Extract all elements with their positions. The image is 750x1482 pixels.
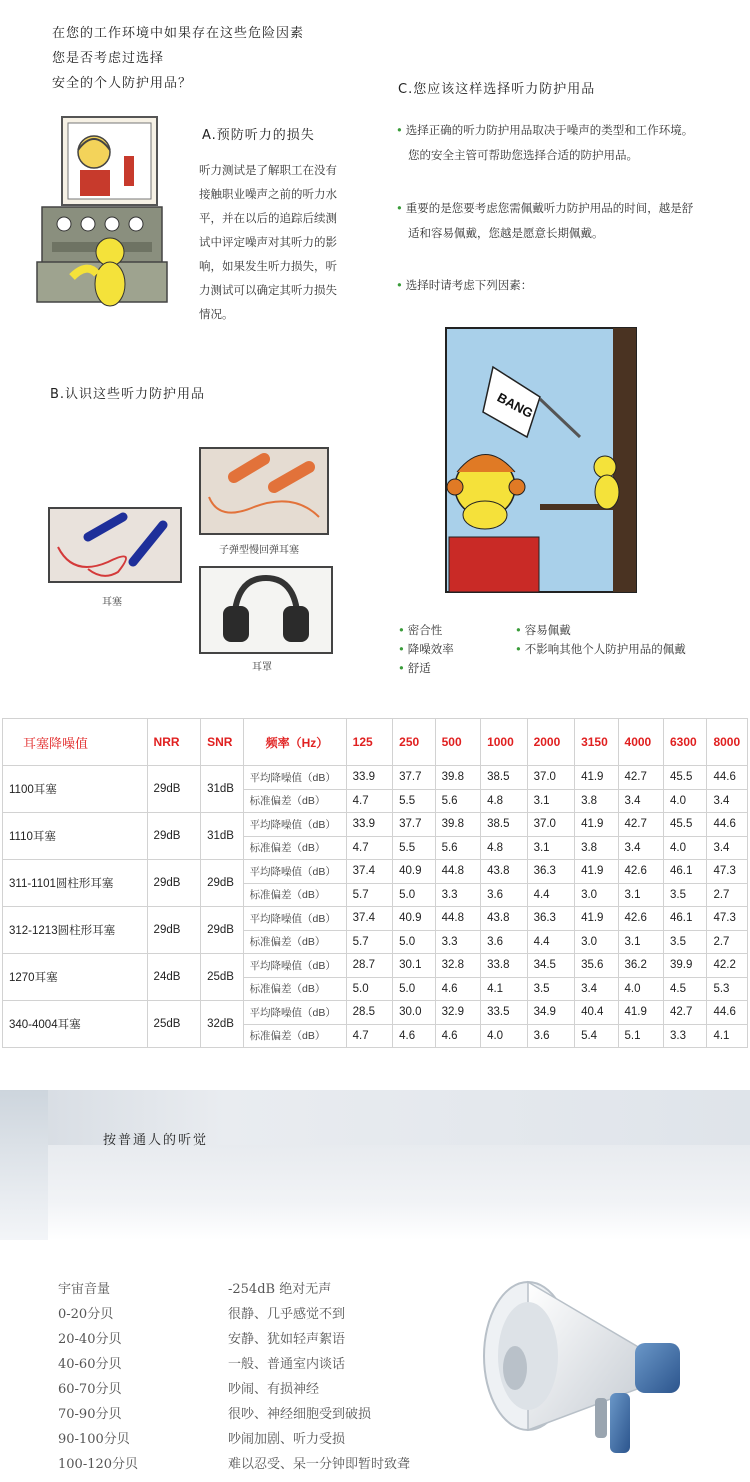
value-cell: 4.0 — [618, 977, 663, 1001]
value-cell: 5.3 — [707, 977, 748, 1001]
value-cell: 33.9 — [346, 766, 392, 790]
table-row — [3, 766, 748, 790]
value-cell: 44.6 — [707, 1001, 748, 1025]
factor-item — [515, 622, 571, 638]
header-cell: 8000 — [707, 719, 748, 766]
nrr-value: 24dB — [147, 954, 201, 1001]
intro-line: 安全的个人防护用品？ — [52, 76, 193, 91]
level-range: 60-70分贝 — [58, 1382, 122, 1397]
header-cell: 500 — [435, 719, 480, 766]
value-cell: 40.9 — [393, 860, 435, 884]
row-label: 平均降噪值（dB） — [243, 907, 346, 931]
value-cell: 5.7 — [346, 883, 392, 907]
level-desc: 吵闹、有损神经 — [228, 1382, 320, 1397]
value-cell: 5.4 — [575, 1024, 618, 1048]
value-cell: 3.1 — [527, 789, 575, 813]
value-cell: 5.0 — [393, 883, 435, 907]
level-desc: 很静、几乎感觉不到 — [228, 1307, 346, 1322]
bullet-dot-icon: • — [396, 278, 403, 292]
value-cell: 42.7 — [664, 1001, 707, 1025]
value-cell: 41.9 — [575, 766, 618, 790]
value-cell: 46.1 — [664, 907, 707, 931]
row-label: 标准偏差（dB） — [243, 836, 346, 860]
bullet-text: 重要的是您要考虑您需佩戴听力防护用品的时间，越是舒 — [405, 201, 694, 215]
snr-value: 29dB — [201, 860, 243, 907]
cartoon-illustration — [445, 327, 637, 593]
header-cell: 6300 — [664, 719, 707, 766]
nrr-value: 29dB — [147, 860, 201, 907]
value-cell: 39.9 — [664, 954, 707, 978]
value-cell: 3.6 — [527, 1024, 575, 1048]
value-cell: 4.4 — [527, 930, 575, 954]
bullet-item — [396, 273, 736, 298]
value-cell: 41.9 — [575, 907, 618, 931]
factor-item — [398, 622, 442, 638]
product-name: 312-1213圆柱形耳塞 — [3, 907, 148, 954]
nrr-value: 29dB — [147, 907, 201, 954]
product-name: 1270耳塞 — [3, 954, 148, 1001]
bullet-item — [396, 196, 736, 246]
value-cell: 3.4 — [707, 789, 748, 813]
value-cell: 4.0 — [481, 1024, 527, 1048]
paragraph-line: 响，如果发生听力损失，听 — [199, 259, 337, 273]
bullet-dot-icon: • — [396, 123, 403, 137]
value-cell: 36.3 — [527, 907, 575, 931]
section-band — [0, 1145, 750, 1240]
nrr-value: 25dB — [147, 1001, 201, 1048]
row-label: 平均降噪值（dB） — [243, 813, 346, 837]
factor-text: 降噪效率 — [407, 642, 454, 656]
value-cell: 42.7 — [618, 813, 663, 837]
row-label: 标准偏差（dB） — [243, 930, 346, 954]
value-cell: 38.5 — [481, 766, 527, 790]
row-label: 平均降噪值（dB） — [243, 1001, 346, 1025]
row-label: 平均降噪值（dB） — [243, 860, 346, 884]
bullet-text: 选择时请考虑下列因素： — [405, 278, 533, 292]
value-cell: 41.9 — [618, 1001, 663, 1025]
value-cell: 3.5 — [527, 977, 575, 1001]
snr-value: 32dB — [201, 1001, 243, 1048]
value-cell: 3.3 — [435, 883, 480, 907]
value-cell: 3.4 — [707, 836, 748, 860]
bullet-dot-icon: • — [398, 661, 405, 675]
table-row — [3, 860, 748, 884]
earplug-image — [48, 507, 182, 583]
bullet-item — [396, 118, 736, 168]
value-cell: 41.9 — [575, 860, 618, 884]
snr-value: 31dB — [201, 766, 243, 813]
bullet-dot-icon: • — [398, 642, 405, 656]
value-cell: 3.6 — [481, 883, 527, 907]
value-cell: 37.0 — [527, 766, 575, 790]
bullet-dot-icon: • — [396, 201, 403, 215]
table-row — [3, 813, 748, 837]
paragraph-line: 情况。 — [199, 307, 234, 321]
megaphone-icon — [470, 1278, 700, 1478]
value-cell: 4.1 — [707, 1024, 748, 1048]
paragraph-line: 平，并在以后的追踪后续测 — [199, 211, 337, 225]
table-header-row — [3, 719, 748, 766]
value-cell: 4.8 — [481, 789, 527, 813]
table-title: 耳塞降噪值 — [3, 719, 148, 766]
table-row — [3, 954, 748, 978]
row-label: 平均降噪值（dB） — [243, 766, 346, 790]
value-cell: 35.6 — [575, 954, 618, 978]
value-cell: 4.0 — [664, 836, 707, 860]
header-cell: 1000 — [481, 719, 527, 766]
intro-line: 您是否考虑过选择 — [52, 51, 165, 66]
value-cell: 42.2 — [707, 954, 748, 978]
bullet-dot-icon: • — [515, 623, 522, 637]
snr-value: 25dB — [201, 954, 243, 1001]
header-cell: 125 — [346, 719, 392, 766]
value-cell: 30.0 — [393, 1001, 435, 1025]
value-cell: 4.6 — [435, 977, 480, 1001]
intro-line: 在您的工作环境中如果存在这些危险因素 — [52, 26, 305, 41]
value-cell: 5.0 — [393, 930, 435, 954]
paragraph-line: 试中评定噪声对其听力的影 — [199, 235, 337, 249]
value-cell: 40.9 — [393, 907, 435, 931]
bullet-text: 您的安全主管可帮助您选择合适的防护用品。 — [408, 148, 638, 162]
earmuff-image — [199, 566, 333, 654]
value-cell: 36.3 — [527, 860, 575, 884]
header-cell: NRR — [147, 719, 201, 766]
value-cell: 30.1 — [393, 954, 435, 978]
value-cell: 3.0 — [575, 930, 618, 954]
value-cell: 5.0 — [393, 977, 435, 1001]
snr-value: 29dB — [201, 907, 243, 954]
table-row — [3, 1001, 748, 1025]
value-cell: 3.4 — [575, 977, 618, 1001]
bullet-dot-icon: • — [515, 642, 522, 656]
value-cell: 39.8 — [435, 813, 480, 837]
value-cell: 3.0 — [575, 883, 618, 907]
header-cell: 4000 — [618, 719, 663, 766]
value-cell: 4.5 — [664, 977, 707, 1001]
nrr-value: 29dB — [147, 766, 201, 813]
bullet-dot-icon: • — [398, 623, 405, 637]
value-cell: 3.6 — [481, 930, 527, 954]
row-label: 标准偏差（dB） — [243, 883, 346, 907]
value-cell: 38.5 — [481, 813, 527, 837]
section-band-accent — [0, 1090, 48, 1240]
header-cell: 3150 — [575, 719, 618, 766]
value-cell: 3.5 — [664, 930, 707, 954]
earplug-label: 耳塞 — [102, 597, 122, 608]
level-desc: 吵闹加剧、听力受损 — [228, 1432, 346, 1447]
paragraph-line: 听力测试是了解职工在没有 — [199, 163, 337, 177]
header-cell: 2000 — [527, 719, 575, 766]
bang-flag-text: BANG — [494, 389, 536, 421]
snr-value: 31dB — [201, 813, 243, 860]
noise-reduction-table — [2, 718, 748, 1048]
value-cell: 44.6 — [707, 813, 748, 837]
value-cell: 33.9 — [346, 813, 392, 837]
factor-text: 不影响其他个人防护用品的佩戴 — [524, 642, 686, 656]
factor-item — [515, 641, 686, 657]
product-name: 311-1101圆柱形耳塞 — [3, 860, 148, 907]
level-range: 90-100分贝 — [58, 1432, 130, 1447]
hearing-heading: 按普通人的听觉 — [103, 1133, 209, 1148]
factor-item — [398, 660, 431, 676]
value-cell: 4.4 — [527, 883, 575, 907]
level-desc: 安静、犹如轻声絮语 — [228, 1332, 346, 1347]
foam-plug-image — [199, 447, 329, 535]
value-cell: 3.4 — [618, 836, 663, 860]
value-cell: 5.6 — [435, 789, 480, 813]
product-name: 1100耳塞 — [3, 766, 148, 813]
value-cell: 32.9 — [435, 1001, 480, 1025]
value-cell: 3.4 — [618, 789, 663, 813]
value-cell: 33.5 — [481, 1001, 527, 1025]
bullet-text: 适和容易佩戴，您越是愿意长期佩戴。 — [408, 226, 604, 240]
value-cell: 5.0 — [346, 977, 392, 1001]
value-cell: 3.1 — [527, 836, 575, 860]
value-cell: 34.5 — [527, 954, 575, 978]
level-desc: 一般、普通室内谈话 — [228, 1357, 346, 1372]
section-a-illustration — [32, 112, 172, 317]
table-body — [3, 766, 748, 1048]
value-cell: 37.0 — [527, 813, 575, 837]
factor-text: 密合性 — [407, 623, 443, 637]
value-cell: 2.7 — [707, 930, 748, 954]
value-cell: 43.8 — [481, 907, 527, 931]
factor-text: 容易佩戴 — [524, 623, 571, 637]
value-cell: 37.4 — [346, 907, 392, 931]
value-cell: 3.1 — [618, 883, 663, 907]
value-cell: 39.8 — [435, 766, 480, 790]
factor-text: 舒适 — [407, 661, 431, 675]
value-cell: 4.8 — [481, 836, 527, 860]
value-cell: 5.6 — [435, 836, 480, 860]
value-cell: 3.1 — [618, 930, 663, 954]
value-cell: 40.4 — [575, 1001, 618, 1025]
value-cell: 45.5 — [664, 813, 707, 837]
level-range: 宇宙音量 — [58, 1282, 111, 1297]
factor-item — [398, 641, 454, 657]
level-range: 40-60分贝 — [58, 1357, 122, 1372]
value-cell: 3.8 — [575, 836, 618, 860]
value-cell: 4.7 — [346, 836, 392, 860]
table-row — [3, 907, 748, 931]
level-range: 0-20分贝 — [58, 1307, 114, 1322]
value-cell: 2.7 — [707, 883, 748, 907]
value-cell: 4.6 — [393, 1024, 435, 1048]
row-label: 平均降噪值（dB） — [243, 954, 346, 978]
earmuff-label: 耳罩 — [252, 662, 272, 673]
value-cell: 45.5 — [664, 766, 707, 790]
level-range: 70-90分贝 — [58, 1407, 122, 1422]
value-cell: 37.7 — [393, 813, 435, 837]
value-cell: 4.1 — [481, 977, 527, 1001]
value-cell: 5.1 — [618, 1024, 663, 1048]
value-cell: 28.7 — [346, 954, 392, 978]
value-cell: 42.6 — [618, 907, 663, 931]
level-range: 20-40分贝 — [58, 1332, 122, 1347]
value-cell: 42.7 — [618, 766, 663, 790]
value-cell: 42.6 — [618, 860, 663, 884]
section-a-heading: A.预防听力的损失 — [202, 128, 315, 143]
value-cell: 5.7 — [346, 930, 392, 954]
level-desc: 难以忍受、呆一分钟即暂时致聋 — [228, 1457, 411, 1472]
value-cell: 46.1 — [664, 860, 707, 884]
paragraph-line: 接触职业噪声之前的听力水 — [199, 187, 337, 201]
product-name: 340-4004耳塞 — [3, 1001, 148, 1048]
value-cell: 34.9 — [527, 1001, 575, 1025]
value-cell: 47.3 — [707, 860, 748, 884]
header-cell: 频率（Hz） — [243, 719, 346, 766]
row-label: 标准偏差（dB） — [243, 789, 346, 813]
value-cell: 4.0 — [664, 789, 707, 813]
row-label: 标准偏差（dB） — [243, 1024, 346, 1048]
section-b-heading: B.认识这些听力防护用品 — [50, 387, 206, 402]
value-cell: 3.8 — [575, 789, 618, 813]
value-cell: 33.8 — [481, 954, 527, 978]
level-range: 100-120分贝 — [58, 1457, 139, 1472]
value-cell: 41.9 — [575, 813, 618, 837]
row-label: 标准偏差（dB） — [243, 977, 346, 1001]
value-cell: 43.8 — [481, 860, 527, 884]
paragraph-line: 力测试可以确定其听力损失 — [199, 283, 337, 297]
header-cell: 250 — [393, 719, 435, 766]
value-cell: 37.7 — [393, 766, 435, 790]
value-cell: 3.5 — [664, 883, 707, 907]
value-cell: 4.6 — [435, 1024, 480, 1048]
bullet-text: 选择正确的听力防护用品取决于噪声的类型和工作环境。 — [405, 123, 694, 137]
value-cell: 44.8 — [435, 907, 480, 931]
value-cell: 28.5 — [346, 1001, 392, 1025]
value-cell: 32.8 — [435, 954, 480, 978]
value-cell: 44.8 — [435, 860, 480, 884]
section-c-heading: C.您应该这样选择听力防护用品 — [398, 82, 596, 97]
value-cell: 4.7 — [346, 1024, 392, 1048]
value-cell: 5.5 — [393, 789, 435, 813]
foam-plug-label: 子弹型慢回弹耳塞 — [219, 545, 299, 556]
level-desc: -254dB 绝对无声 — [228, 1282, 332, 1297]
level-desc: 很吵、神经细胞受到破损 — [228, 1407, 372, 1422]
value-cell: 5.5 — [393, 836, 435, 860]
value-cell: 4.7 — [346, 789, 392, 813]
header-cell: SNR — [201, 719, 243, 766]
value-cell: 3.3 — [664, 1024, 707, 1048]
value-cell: 37.4 — [346, 860, 392, 884]
value-cell: 36.2 — [618, 954, 663, 978]
nrr-value: 29dB — [147, 813, 201, 860]
product-name: 1110耳塞 — [3, 813, 148, 860]
value-cell: 47.3 — [707, 907, 748, 931]
value-cell: 3.3 — [435, 930, 480, 954]
value-cell: 44.6 — [707, 766, 748, 790]
